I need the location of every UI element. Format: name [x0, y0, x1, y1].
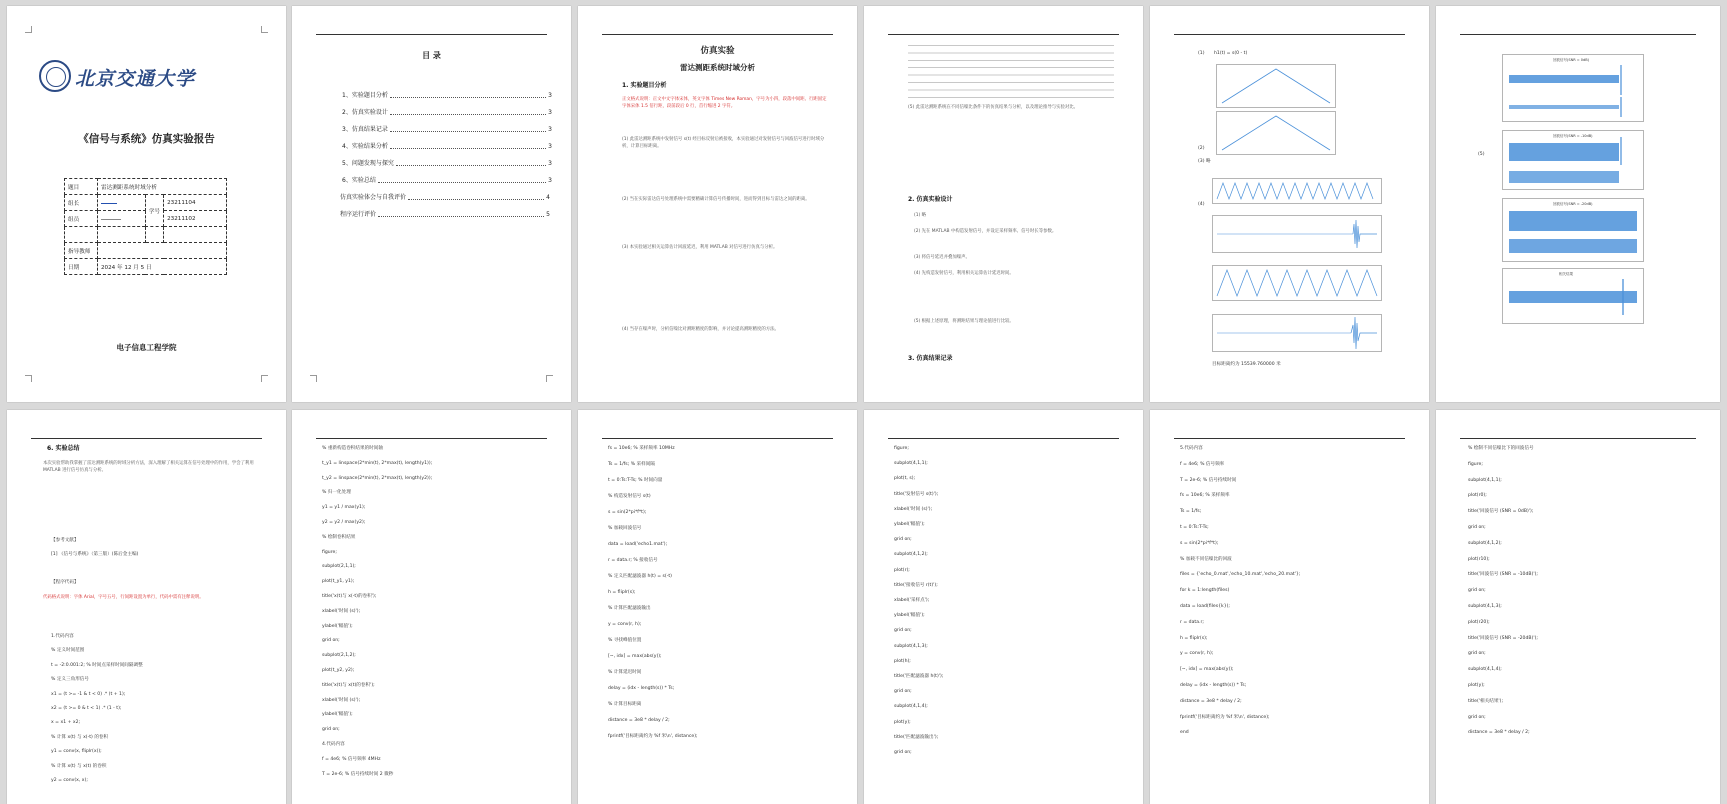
noise-plot-20db [1502, 198, 1644, 262]
toc-item-page: 3 [548, 109, 552, 116]
code-line: grid on; [1468, 651, 1486, 657]
report-title: 《信号与系统》仿真实验报告 [78, 133, 215, 145]
header-rule [602, 438, 833, 439]
code-line: x2 = (t >= 0 & t < 1) .* (1 - t); [51, 706, 122, 711]
triangle-conv-plot [1216, 64, 1336, 108]
code-line: figure; [1468, 461, 1483, 467]
code-line: y1 = y1 / max(y1); [322, 505, 366, 511]
code-line: ylabel('幅值'); [322, 712, 353, 718]
code-line: % 加载回波信号 [608, 526, 642, 531]
date-label: 日期 [65, 259, 98, 275]
header-rule [1460, 34, 1696, 35]
page-11-code [1150, 410, 1429, 804]
blank-cell [98, 227, 146, 243]
noise-plot-10db [1502, 130, 1644, 190]
code-line: subplot(2,1,1); [322, 564, 356, 570]
code-line: ylabel('幅值'); [894, 613, 925, 619]
code-format-note: 代码格式说明：字体 Arial，字号五号，行间距设置为单行，代码中需有注释说明。 [43, 595, 204, 600]
page-8-code [292, 410, 571, 804]
plot-title: 回波信号(SNR = -10dB) [1553, 134, 1593, 138]
toc-item[interactable] [342, 143, 552, 151]
code-line: [~, idx] = max(abs(y)); [608, 654, 662, 659]
code-line: for k = 1:length(files) [1180, 588, 1230, 594]
result-item-label: (1) [1198, 51, 1205, 56]
university-name-logo: 北京交通大学 [75, 68, 196, 90]
toc-item-label: 6、实验总结 [342, 177, 376, 184]
toc-heading: 目 录 [422, 51, 441, 60]
cover-info-table [64, 178, 227, 275]
code-line: plot(t_y2, y2); [322, 668, 355, 673]
code-line: title('回波信号 (SNR = 0dB)'); [1468, 509, 1534, 515]
design-item: (1) 略 [914, 213, 927, 218]
code-line: plot(h); [894, 658, 911, 664]
corr-result-plot [1502, 268, 1644, 324]
code-line: files = {'echo_0.mat','echo_10.mat','echo_20.mat'}; [1180, 572, 1301, 578]
toc-leader-dots [390, 92, 546, 98]
design-item: (2) 先在 MATLAB 中构造发射信号，并设定采样频率、信号时长等参数。 [914, 229, 1057, 234]
sine-wave [1217, 270, 1377, 296]
code-line: grid on; [894, 628, 912, 634]
code-line: figure; [322, 549, 337, 555]
plot-title: 相关结果 [1559, 272, 1573, 276]
header-rule [602, 34, 833, 35]
toc-item-label: 5、问题发现与探究 [342, 160, 394, 167]
format-note: 正文格式说明：正文中文字体宋体，英文字体 Times New Roman，字号为小四，段落中间距、行距固定字体宋体 1.5 倍行距，段前段后 0 行，首行缩进 2 字符。 [622, 97, 827, 110]
toc-item-page: 3 [548, 143, 552, 150]
page-3-analysis [578, 6, 857, 402]
code-line: t = 0:Ts:T-Ts; [1180, 525, 1209, 530]
student-id-1: 23211104 [164, 195, 227, 211]
code-line: t_y2 = linspace(2*min(t), 2*max(t), length(y2)); [322, 475, 433, 481]
section-heading: 6. 实验总结 [47, 445, 80, 452]
blank-cell [164, 227, 227, 243]
code-line: ylabel('幅值'); [894, 522, 925, 527]
code-line: h = fliplr(s); [608, 590, 636, 595]
result-item-label: (5) [1478, 152, 1485, 157]
code-line: % 定义匹配滤波器 h(t) = s(-t) [608, 574, 672, 579]
member-name [98, 211, 146, 227]
toc-leader-dots [390, 109, 546, 115]
toc-item-page: 3 [548, 160, 552, 167]
code-line: % 计算延迟时间 [608, 670, 642, 675]
page-2-toc [292, 6, 571, 402]
toc-item[interactable] [342, 177, 552, 185]
distance-result: 目标距离约为 15539.760000 米 [1212, 362, 1281, 367]
code-line: ylabel('幅值'); [322, 623, 353, 629]
conv-curve [1222, 69, 1330, 103]
code-line: title('x(t)与 x(t)的卷积'); [322, 682, 375, 688]
toc-leader-dots [408, 194, 544, 200]
code-line: delay = (idx - length(s)) * Ts; [608, 686, 675, 691]
code-line: [~, idx] = max(abs(y)); [1180, 667, 1234, 673]
code-line: subplot(4,1,4); [1468, 667, 1502, 673]
code-line: % 计算目标距离 [608, 702, 642, 707]
code-line: grid on; [1468, 588, 1486, 594]
page-9-code [578, 410, 857, 804]
echo-pulse [1353, 220, 1377, 248]
code-line: title('x(t)与 x(-t)的卷积'); [322, 594, 377, 599]
group-leader-label: 组长 [65, 195, 98, 211]
code-line: data = load(files{k}); [1180, 604, 1230, 609]
analysis-item: (3) 本实验通过相关运算估计回波延迟，利用 MATLAB 对信号进行仿真与分析。 [622, 245, 778, 250]
topic-label: 题目 [65, 179, 98, 195]
code-line: subplot(4,1,2); [1468, 540, 1502, 546]
page-6-noise-results [1436, 6, 1720, 402]
code-line: % 计算 x(t) 与 x(t) 的卷积 [51, 763, 107, 769]
header-rule [1174, 438, 1405, 439]
code-heading: 【程序代码】 [51, 580, 79, 585]
code-line: t = -2:0.001:2; % 时间点采样时间间隔调整 [51, 662, 143, 668]
conv-curve [1222, 116, 1330, 150]
sine-wave [1217, 183, 1373, 199]
section-heading: 3. 仿真结果记录 [908, 355, 953, 362]
code-line: t_y1 = linspace(2*min(t), 2*max(t), length(y1)); [322, 460, 433, 466]
code-line: distance = 3e8 * delay / 2; [608, 718, 670, 723]
code-line: y1 = conv(x, fliplr(x)); [51, 749, 102, 755]
noise-plot-0db [1502, 54, 1644, 122]
toc-leader-dots [378, 211, 544, 217]
code-line: Ts = 1/fs; % 采样间隔 [608, 462, 655, 467]
toc-item-page: 5 [546, 211, 550, 218]
code-line: xlabel('采样点'); [894, 598, 930, 603]
receive-signal-plot [1212, 215, 1382, 253]
code-line: % 重新构造卷积结果的时间轴 [322, 446, 383, 451]
code-line: grid on; [1468, 714, 1486, 720]
toc-item-page: 3 [548, 126, 552, 133]
result-item-label: (2) [1198, 146, 1205, 151]
code-line: % 寻找峰值位置 [608, 638, 642, 643]
university-seal-logo [39, 60, 71, 92]
design-item: (3) 将信号延迟并叠加噪声。 [914, 255, 970, 260]
code-line: distance = 3e8 * delay / 2; [1468, 730, 1530, 736]
code-line: Ts = 1/fs; [1180, 509, 1202, 515]
body-lines [908, 42, 1114, 98]
blank-cell [65, 227, 98, 243]
code-line: x1 = (t >= -1 & t < 0) .* (t + 1); [51, 691, 126, 697]
code-line: 5.代码内容 [1180, 446, 1203, 451]
code-line: plot(r0); [1468, 493, 1487, 499]
code-line: delay = (idx - length(s)) * Ts; [1180, 683, 1247, 688]
code-line: title('回波信号 (SNR = -20dB)'); [1468, 635, 1538, 641]
plot-title: 回波信号(SNR = -20dB) [1553, 202, 1593, 206]
code-line: fprintf('目标距离约为 %f 米\n', distance); [608, 734, 698, 739]
code-line: % 加载不同信噪比的回波 [1180, 556, 1232, 562]
code-line: r = data.r; [1180, 619, 1204, 625]
code-line: y2 = y2 / max(y2); [322, 520, 366, 525]
code-line: fprintf('目标距离约为 %f 米\n', distance); [1180, 714, 1270, 720]
toc-item-label: 3、仿真结果记录 [342, 126, 388, 133]
code-line: plot(y); [1468, 683, 1485, 688]
toc-leader-dots [390, 126, 546, 132]
page-1-cover [7, 6, 286, 402]
code-line: grid on; [894, 537, 912, 543]
code-line: data = load('echo1.mat'); [608, 542, 668, 547]
summary-paragraph: 本次实验帮助我掌握了雷达测距系统的时域分析方法，深入理解了相关运算在信号处理中的作用，学会了利用 MATLAB 进行信号仿真与分析。 [43, 461, 254, 474]
reference-item: [1] 《信号与系统》（第三版）(陈后金主编) [51, 552, 139, 557]
code-line: T = 2e-6; % 信号持续时间 [1180, 477, 1237, 483]
member-label: 组员 [65, 211, 98, 227]
code-line: s = sin(2*pi*f*t); [608, 510, 647, 515]
toc-item[interactable] [342, 109, 552, 117]
code-line: plot(r10); [1468, 556, 1490, 562]
page-subtitle: 雷达测距系统时域分析 [680, 63, 755, 72]
toc-item[interactable] [342, 92, 552, 100]
code-line: fs = 10e6; % 采样频率 [1180, 493, 1230, 499]
code-line: subplot(4,1,1); [1468, 477, 1502, 483]
header-rule [888, 34, 1119, 35]
section-heading: 1. 实验题目分析 [622, 82, 667, 89]
crop-mark [546, 375, 553, 382]
code-line: plot(y); [894, 719, 911, 725]
crop-mark [261, 375, 268, 382]
toc-item[interactable] [342, 126, 552, 134]
toc-leader-dots [390, 143, 546, 149]
code-line: 1.代码内容 [51, 634, 74, 639]
code-line: subplot(4,1,1); [894, 461, 928, 467]
code-line: f = 4e6; % 信号频率 [1180, 461, 1225, 467]
code-line: h = fliplr(s); [1180, 635, 1208, 641]
code-line: t = 0:Ts:T-Ts; % 时间向量 [608, 478, 663, 483]
page-title: 仿真实验 [700, 46, 735, 56]
code-line: xlabel('时间 (s)'); [322, 608, 361, 614]
code-line: % 构造发射信号 s(t) [608, 494, 651, 499]
code-line: grid on; [1468, 525, 1486, 530]
toc-item[interactable] [340, 194, 550, 202]
code-line: x = x1 + x2; [51, 720, 81, 726]
toc-leader-dots [396, 160, 546, 166]
code-line: subplot(4,1,3); [1468, 604, 1502, 609]
code-line: % 计算匹配滤波输出 [608, 606, 651, 611]
code-line: xlabel('时间 (s)'); [322, 697, 361, 703]
toc-item-page: 3 [548, 92, 552, 99]
plot-title: 回波信号(SNR = 0dB) [1553, 58, 1590, 62]
result-item-label: (4) [1198, 202, 1205, 207]
code-line: grid on; [894, 750, 912, 755]
header-rule [31, 438, 262, 439]
section-heading: 2. 仿真实验设计 [908, 196, 953, 203]
code-line: 4.代码内容 [322, 742, 345, 747]
code-line: s = sin(2*pi*f*t); [1180, 540, 1219, 546]
code-line: plot(r); [894, 567, 910, 573]
code-line: % 归一化处理 [322, 490, 351, 496]
design-item: (5) 根据上述原理，将测距结果与理论值进行比较。 [914, 319, 1014, 324]
school-name: 电子信息工程学院 [116, 343, 177, 352]
student-id-2: 23211102 [164, 211, 227, 227]
page-12-code [1436, 410, 1720, 804]
transmit-signal-plot [1212, 178, 1382, 204]
teacher-value [98, 243, 227, 259]
formula: h1(t) = s(0 - t) [1214, 51, 1248, 56]
student-id-label: 学号 [145, 195, 163, 227]
code-line: % 定义三角形信号 [51, 677, 89, 683]
code-line: xlabel('时间 (s)'); [894, 506, 933, 512]
code-line: plot(t, s); [894, 476, 916, 482]
toc-item-page: 3 [548, 177, 552, 184]
topic-value: 雷达测距系统时域分析 [98, 179, 227, 195]
page-10-code [864, 410, 1143, 804]
code-line: subplot(4,1,2); [894, 552, 928, 558]
matched-output-plot [1212, 314, 1382, 352]
toc-leader-dots [378, 177, 546, 183]
code-line: % 计算 x(t) 与 x(-t) 的卷积 [51, 734, 109, 740]
page-5-results [1150, 6, 1429, 402]
code-line: % 定义时间范围 [51, 648, 85, 654]
code-line: figure; [894, 446, 909, 451]
result-item-label: (3) 略 [1198, 159, 1211, 164]
analysis-item: (2) 当在实际雷达信号处理系统中需要精确计算信号传播时间，进而得到目标与雷达之间的距离。 [622, 197, 810, 202]
header-rule [888, 438, 1119, 439]
code-line: title('匹配滤波输出'); [894, 734, 939, 740]
code-line: plot(t_y1, y1); [322, 579, 355, 585]
triangle-conv-plot [1216, 111, 1336, 155]
crop-mark [25, 26, 32, 33]
page-4-design [864, 6, 1143, 402]
code-line: % 绘制卷积结果 [322, 534, 356, 540]
toc-item[interactable] [340, 211, 550, 219]
code-line: r = data.r; % 接收信号 [608, 558, 658, 563]
page-7-summary [7, 410, 286, 804]
code-line: y2 = conv(x, x); [51, 778, 88, 783]
header-rule [316, 438, 547, 439]
design-item: (4) 先构造发射信号，利用相关运算估计延迟时间。 [914, 271, 1014, 276]
toc-item-label: 4、实验结果分析 [342, 143, 388, 150]
blank-cell [145, 227, 163, 243]
header-rule [1174, 34, 1405, 35]
code-line: y = conv(r, h); [608, 622, 642, 627]
toc-item-label: 1、实验题目分析 [342, 92, 388, 99]
header-rule [1460, 438, 1696, 439]
toc-item-page: 4 [546, 194, 550, 201]
header-rule [316, 34, 547, 35]
references-heading: 【参考文献】 [51, 538, 79, 543]
crop-mark [261, 26, 268, 33]
date-value: 2024 年 12 月 5 日 [98, 259, 227, 275]
code-line: end [1180, 730, 1189, 736]
code-line: f = 4e6; % 信号频率 4MHz [322, 756, 381, 762]
group-leader-name [98, 195, 146, 211]
code-line: T = 2e-6; % 信号持续时间 2 微秒 [322, 771, 394, 777]
corr-peak [1351, 317, 1377, 349]
code-line: grid on; [322, 727, 340, 733]
analysis-item: (4) 当存在噪声时，分析信噪比对测距精度的影响，并讨论提高测距精度的方法。 [622, 327, 779, 332]
code-line: title('回波信号 (SNR = -10dB)'); [1468, 572, 1538, 578]
code-line: grid on; [894, 689, 912, 695]
code-line: grid on; [322, 638, 340, 644]
toc-item[interactable] [342, 160, 552, 168]
code-line: y = conv(r, h); [1180, 651, 1214, 657]
code-line: title('发射信号 s(t)'); [894, 491, 939, 497]
code-line: title('接收信号 r(t)'); [894, 582, 938, 588]
code-line: subplot(4,1,4); [894, 704, 928, 710]
toc-item-label: 2、仿真实验设计 [342, 109, 388, 116]
code-line: % 绘制不同信噪比下的回波信号 [1468, 446, 1534, 451]
code-line: subplot(2,1,2); [322, 653, 356, 659]
teacher-label: 指导教师 [65, 243, 98, 259]
filter-signal-plot [1212, 265, 1382, 301]
code-line: fs = 10e6; % 采样频率 10MHz [608, 446, 675, 451]
code-line: distance = 3e8 * delay / 2; [1180, 698, 1242, 704]
code-line: subplot(4,1,3); [894, 643, 928, 649]
crop-mark [25, 375, 32, 382]
toc-item-label: 程序运行评价 [340, 211, 377, 218]
code-line: title('匹配滤波器 h(t)'); [894, 674, 944, 679]
analysis-item: (1) 此雷达测距系统中发射信号 s(t) 经目标反射后被接收，本实验通过对发射信号与回波信号进行时域分析，计算目标距离。 [622, 137, 825, 150]
toc-item-label: 仿真实验体会与自我评价 [340, 194, 407, 201]
crop-mark [310, 375, 317, 382]
analysis-item: (5) 此雷达测距系统在不同信噪比条件下的仿真结果与分析，以及理论推导与实验对比。 [908, 105, 1079, 110]
code-line: plot(r20); [1468, 619, 1490, 625]
code-line: title('相关结果'); [1468, 698, 1504, 704]
